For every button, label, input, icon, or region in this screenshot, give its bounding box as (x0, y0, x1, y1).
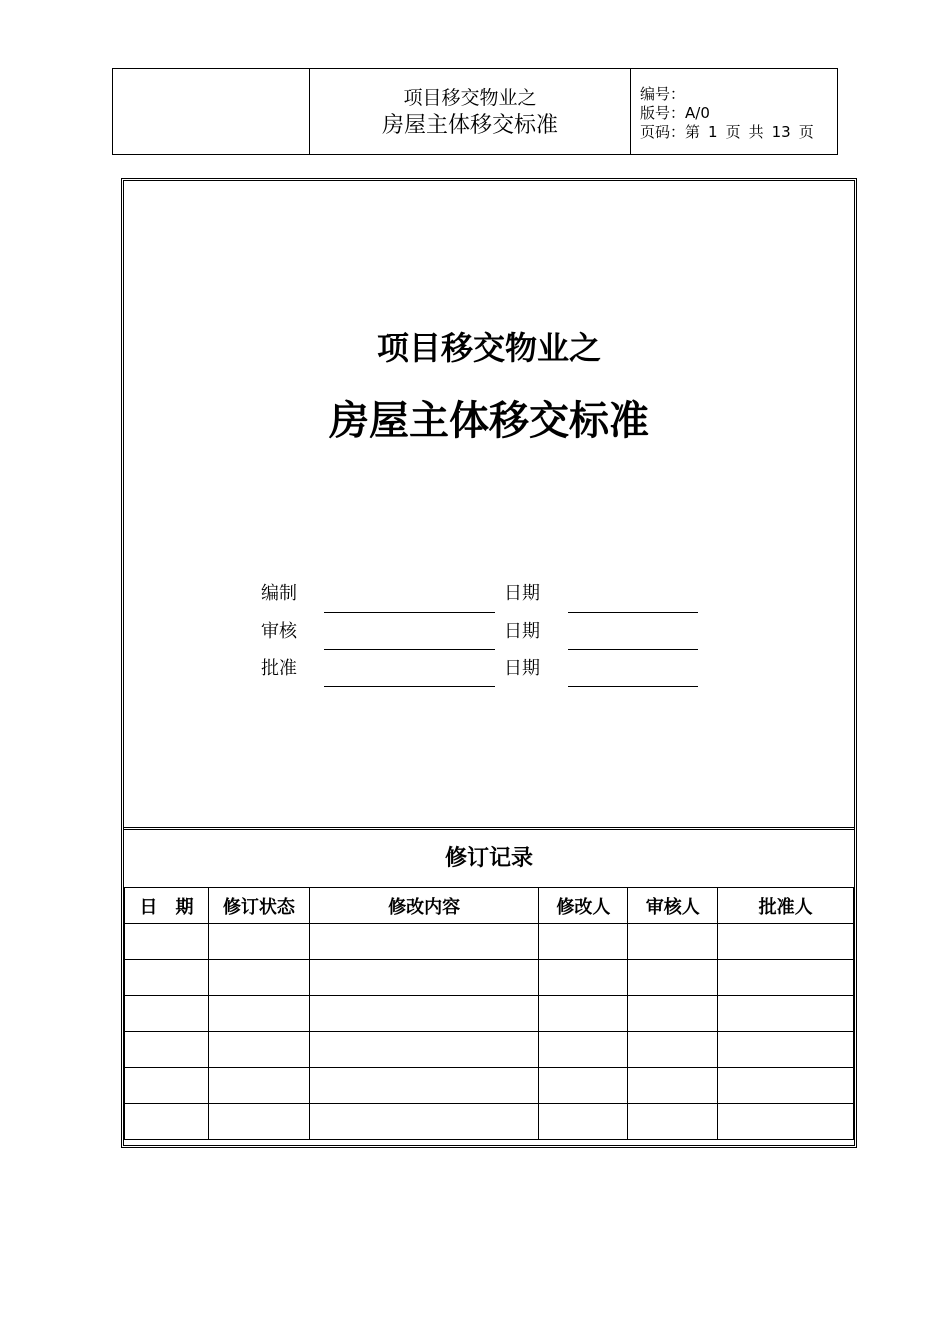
page-current: 1 (708, 123, 718, 141)
cover-frame (121, 178, 857, 1148)
col-approver-header: 批准人 (718, 888, 854, 924)
prepared-date-line (568, 612, 698, 613)
table-cell (539, 1032, 628, 1068)
table-cell (628, 924, 718, 960)
table-cell (718, 1032, 854, 1068)
table-cell (718, 924, 854, 960)
table-cell (718, 1068, 854, 1104)
table-row (125, 1068, 854, 1104)
table-cell (539, 1068, 628, 1104)
page-label (640, 123, 822, 141)
table-cell (125, 960, 209, 996)
table-cell (125, 1104, 209, 1140)
table-cell (309, 1104, 539, 1140)
table-cell (125, 1068, 209, 1104)
table-cell (309, 960, 539, 996)
col-content-header: 修改内容 (309, 888, 539, 924)
col-modifier-header: 修改人 (539, 888, 628, 924)
header-title-line1: 项目移交物业之 (403, 87, 537, 109)
page-part: 第 (685, 123, 701, 141)
reviewed-date-line (568, 649, 698, 650)
page-part: 共 (748, 123, 764, 141)
col-reviewer-header: 审核人 (628, 888, 718, 924)
page-total: 13 (771, 123, 791, 141)
approved-date-line (568, 686, 698, 687)
table-cell (208, 1104, 309, 1140)
table-cell (208, 1032, 309, 1068)
header-meta-cell (631, 69, 837, 154)
prepared-date-label: 日期 (504, 583, 540, 604)
table-cell (208, 996, 309, 1032)
table-cell (539, 924, 628, 960)
header-title-cell (310, 69, 631, 154)
cover-title-line1: 项目移交物业之 (376, 329, 601, 367)
code-label: 编号： (640, 85, 686, 103)
table-cell (628, 996, 718, 1032)
approved-date-label: 日期 (504, 658, 540, 679)
table-cell (628, 1068, 718, 1104)
cover-section (124, 181, 854, 830)
prepared-by-line (324, 612, 495, 613)
revision-header-row (125, 888, 854, 924)
approved-by-line (324, 686, 495, 687)
table-cell (309, 1032, 539, 1068)
version-label: 版号：A/0 (640, 104, 710, 122)
document-header (112, 68, 838, 155)
table-row (125, 996, 854, 1032)
table-cell (125, 1032, 209, 1068)
table-cell (539, 960, 628, 996)
table-cell (125, 996, 209, 1032)
header-logo-cell (113, 69, 310, 154)
col-date-header: 日 期 (125, 888, 209, 924)
table-cell (309, 1068, 539, 1104)
col-status-header: 修订状态 (208, 888, 309, 924)
reviewed-date-label: 日期 (504, 621, 540, 642)
table-cell (208, 1068, 309, 1104)
table-cell (628, 1032, 718, 1068)
table-cell (718, 996, 854, 1032)
table-cell (628, 960, 718, 996)
table-cell (718, 1104, 854, 1140)
table-row (125, 960, 854, 996)
table-cell (309, 996, 539, 1032)
cover-title-line2: 房屋主体移交标准 (329, 398, 649, 444)
table-row (125, 1104, 854, 1140)
revision-table (124, 887, 854, 1140)
page-part: 页 (798, 123, 814, 141)
table-cell (309, 924, 539, 960)
prepared-by-label: 编制 (261, 583, 297, 604)
reviewed-by-label: 审核 (261, 621, 297, 642)
table-cell (539, 996, 628, 1032)
table-cell (718, 960, 854, 996)
page-prefix: 页码： (640, 123, 686, 141)
table-cell (539, 1104, 628, 1140)
header-title-line2: 房屋主体移交标准 (381, 113, 558, 138)
page-part: 页 (725, 123, 741, 141)
revision-title: 修订记录 (444, 846, 533, 871)
table-cell (208, 960, 309, 996)
table-cell (208, 924, 309, 960)
table-cell (125, 924, 209, 960)
table-row (125, 1032, 854, 1068)
table-cell (628, 1104, 718, 1140)
table-row (125, 924, 854, 960)
reviewed-by-line (324, 649, 495, 650)
approved-by-label: 批准 (261, 658, 297, 679)
